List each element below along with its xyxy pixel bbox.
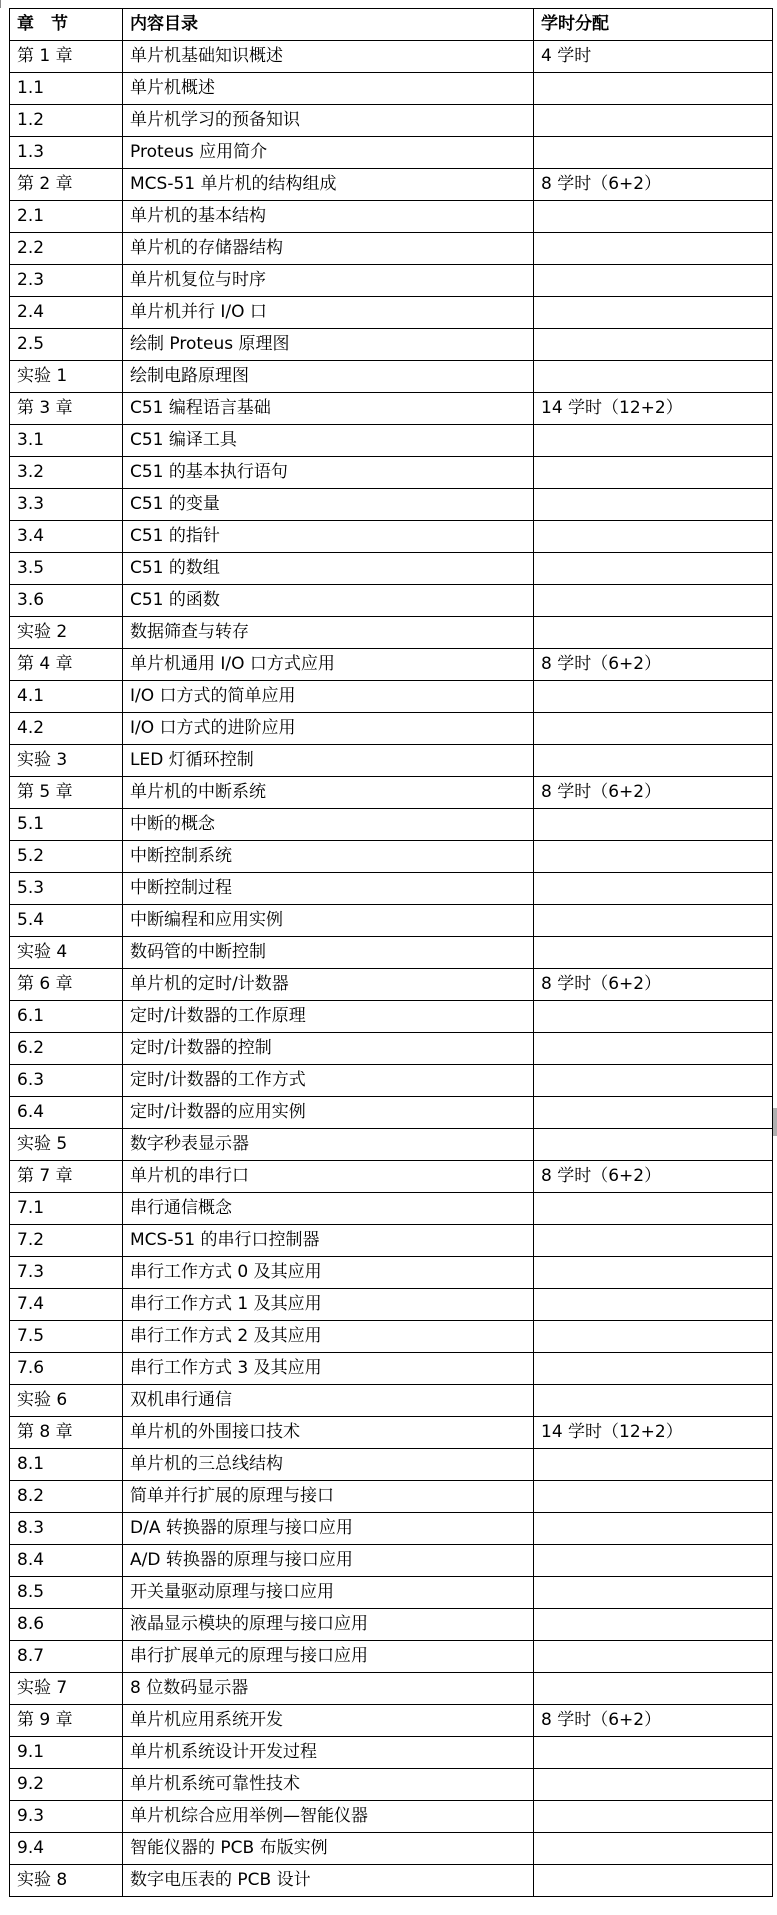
content-cell: 单片机并行 I/O 口 (123, 297, 534, 329)
table-row (10, 1321, 773, 1353)
table-row (10, 841, 773, 873)
chapter-cell: 实验 8 (10, 1865, 123, 1897)
hours-cell (534, 841, 773, 873)
content-cell: A/D 转换器的原理与接口应用 (123, 1545, 534, 1577)
hours-cell: 4 学时 (534, 41, 773, 73)
chapter-cell: 实验 1 (10, 361, 123, 393)
chapter-cell: 1.3 (10, 137, 123, 169)
hours-cell (534, 1289, 773, 1321)
table-body (10, 41, 773, 1897)
table-row (10, 1577, 773, 1609)
hours-cell (534, 265, 773, 297)
chapter-cell: 实验 3 (10, 745, 123, 777)
chapter-cell: 2.5 (10, 329, 123, 361)
content-cell: 液晶显示模块的原理与接口应用 (123, 1609, 534, 1641)
hours-cell (534, 1577, 773, 1609)
table-row (10, 873, 773, 905)
table-row (10, 1449, 773, 1481)
content-cell: 单片机系统设计开发过程 (123, 1737, 534, 1769)
table-row (10, 969, 773, 1001)
hours-cell (534, 521, 773, 553)
content-cell: 单片机的串行口 (123, 1161, 534, 1193)
table-row (10, 105, 773, 137)
content-cell: 数字秒表显示器 (123, 1129, 534, 1161)
hours-cell (534, 137, 773, 169)
table-row (10, 1001, 773, 1033)
content-cell: I/O 口方式的简单应用 (123, 681, 534, 713)
content-cell: 智能仪器的 PCB 布版实例 (123, 1833, 534, 1865)
table-row (10, 1545, 773, 1577)
table-row (10, 1257, 773, 1289)
table-row (10, 649, 773, 681)
chapter-cell: 4.1 (10, 681, 123, 713)
content-cell: 绘制 Proteus 原理图 (123, 329, 534, 361)
content-cell: C51 的基本执行语句 (123, 457, 534, 489)
table-row (10, 745, 773, 777)
hours-cell (534, 681, 773, 713)
chapter-cell: 3.4 (10, 521, 123, 553)
hours-cell (534, 1545, 773, 1577)
table-row (10, 1161, 773, 1193)
chapter-cell: 第 2 章 (10, 169, 123, 201)
hours-cell (534, 1609, 773, 1641)
table-row (10, 137, 773, 169)
table-row (10, 553, 773, 585)
table-row (10, 73, 773, 105)
hours-cell (534, 329, 773, 361)
hours-cell (534, 1193, 773, 1225)
scroll-marker (773, 1108, 777, 1136)
chapter-cell: 8.1 (10, 1449, 123, 1481)
content-cell: 串行工作方式 2 及其应用 (123, 1321, 534, 1353)
hours-cell: 8 学时（6+2） (534, 649, 773, 681)
content-cell: 定时/计数器的工作原理 (123, 1001, 534, 1033)
chapter-cell: 实验 6 (10, 1385, 123, 1417)
hours-cell (534, 457, 773, 489)
content-cell: I/O 口方式的进阶应用 (123, 713, 534, 745)
chapter-cell: 8.7 (10, 1641, 123, 1673)
content-cell: 单片机的基本结构 (123, 201, 534, 233)
hours-cell (534, 553, 773, 585)
header-chapter: 章 节 (10, 9, 123, 41)
chapter-cell: 6.4 (10, 1097, 123, 1129)
table-row (10, 425, 773, 457)
chapter-cell: 6.1 (10, 1001, 123, 1033)
table-row (10, 1641, 773, 1673)
table-row (10, 393, 773, 425)
chapter-cell: 5.4 (10, 905, 123, 937)
hours-cell: 8 学时（6+2） (534, 169, 773, 201)
content-cell: 串行工作方式 0 及其应用 (123, 1257, 534, 1289)
table-row (10, 1833, 773, 1865)
chapter-cell: 2.2 (10, 233, 123, 265)
table-row (10, 777, 773, 809)
chapter-cell: 7.4 (10, 1289, 123, 1321)
table-row (10, 937, 773, 969)
content-cell: Proteus 应用简介 (123, 137, 534, 169)
hours-cell: 8 学时（6+2） (534, 969, 773, 1001)
content-cell: 8 位数码显示器 (123, 1673, 534, 1705)
hours-cell (534, 745, 773, 777)
chapter-cell: 2.1 (10, 201, 123, 233)
chapter-cell: 2.4 (10, 297, 123, 329)
chapter-cell: 1.2 (10, 105, 123, 137)
table-row (10, 361, 773, 393)
content-cell: C51 编译工具 (123, 425, 534, 457)
header-contents: 内容目录 (123, 9, 534, 41)
content-cell: 单片机的中断系统 (123, 777, 534, 809)
table-row (10, 169, 773, 201)
chapter-cell: 9.3 (10, 1801, 123, 1833)
chapter-cell: 第 7 章 (10, 1161, 123, 1193)
content-cell: 单片机学习的预备知识 (123, 105, 534, 137)
content-cell: 双机串行通信 (123, 1385, 534, 1417)
content-cell: 定时/计数器的工作方式 (123, 1065, 534, 1097)
chapter-cell: 3.6 (10, 585, 123, 617)
content-cell: 数码管的中断控制 (123, 937, 534, 969)
hours-cell (534, 73, 773, 105)
chapter-cell: 8.2 (10, 1481, 123, 1513)
chapter-cell: 7.6 (10, 1353, 123, 1385)
hours-cell (534, 361, 773, 393)
content-cell: 数字电压表的 PCB 设计 (123, 1865, 534, 1897)
table-row (10, 809, 773, 841)
chapter-cell: 7.3 (10, 1257, 123, 1289)
content-cell: 单片机通用 I/O 口方式应用 (123, 649, 534, 681)
chapter-cell: 第 4 章 (10, 649, 123, 681)
hours-cell (534, 1865, 773, 1897)
table-row (10, 1193, 773, 1225)
chapter-cell: 实验 4 (10, 937, 123, 969)
hours-cell: 8 学时（6+2） (534, 777, 773, 809)
chapter-cell: 3.1 (10, 425, 123, 457)
chapter-cell: 第 3 章 (10, 393, 123, 425)
table-row (10, 201, 773, 233)
table-row (10, 1513, 773, 1545)
chapter-cell: 实验 5 (10, 1129, 123, 1161)
content-cell: 单片机复位与时序 (123, 265, 534, 297)
content-cell: C51 的指针 (123, 521, 534, 553)
chapter-cell: 7.2 (10, 1225, 123, 1257)
chapter-cell: 7.5 (10, 1321, 123, 1353)
chapter-cell: 5.3 (10, 873, 123, 905)
chapter-cell: 6.2 (10, 1033, 123, 1065)
table-row (10, 297, 773, 329)
hours-cell (534, 1385, 773, 1417)
chapter-cell: 7.1 (10, 1193, 123, 1225)
content-cell: 串行扩展单元的原理与接口应用 (123, 1641, 534, 1673)
table-row (10, 1737, 773, 1769)
hours-cell (534, 617, 773, 649)
table-row (10, 1065, 773, 1097)
hours-cell: 8 学时（6+2） (534, 1705, 773, 1737)
table-row (10, 1289, 773, 1321)
table-row (10, 1353, 773, 1385)
table-row (10, 1769, 773, 1801)
content-cell: 中断控制系统 (123, 841, 534, 873)
hours-cell (534, 1097, 773, 1129)
hours-cell (534, 1129, 773, 1161)
content-cell: C51 的变量 (123, 489, 534, 521)
hours-cell (534, 201, 773, 233)
content-cell: MCS-51 单片机的结构组成 (123, 169, 534, 201)
hours-cell (534, 1033, 773, 1065)
content-cell: D/A 转换器的原理与接口应用 (123, 1513, 534, 1545)
chapter-cell: 实验 2 (10, 617, 123, 649)
hours-cell (534, 809, 773, 841)
hours-cell (534, 713, 773, 745)
hours-cell (534, 233, 773, 265)
table-row (10, 489, 773, 521)
content-cell: 简单并行扩展的原理与接口 (123, 1481, 534, 1513)
chapter-cell: 3.5 (10, 553, 123, 585)
content-cell: 单片机综合应用举例—智能仪器 (123, 1801, 534, 1833)
table-row (10, 681, 773, 713)
hours-cell (534, 105, 773, 137)
hours-cell (534, 1001, 773, 1033)
hours-cell (534, 1673, 773, 1705)
chapter-cell: 9.2 (10, 1769, 123, 1801)
chapter-cell: 3.3 (10, 489, 123, 521)
hours-cell (534, 1737, 773, 1769)
content-cell: 开关量驱动原理与接口应用 (123, 1577, 534, 1609)
hours-cell: 14 学时（12+2） (534, 393, 773, 425)
table-row (10, 1033, 773, 1065)
content-cell: 定时/计数器的控制 (123, 1033, 534, 1065)
chapter-cell: 1.1 (10, 73, 123, 105)
content-cell: 串行通信概念 (123, 1193, 534, 1225)
chapter-cell: 5.2 (10, 841, 123, 873)
table-row (10, 617, 773, 649)
hours-cell (534, 1801, 773, 1833)
hours-cell: 8 学时（6+2） (534, 1161, 773, 1193)
content-cell: LED 灯循环控制 (123, 745, 534, 777)
hours-cell (534, 1513, 773, 1545)
table-row (10, 1865, 773, 1897)
hours-cell (534, 937, 773, 969)
content-cell: 单片机的三总线结构 (123, 1449, 534, 1481)
chapter-cell: 2.3 (10, 265, 123, 297)
table-row (10, 1705, 773, 1737)
table-row (10, 1673, 773, 1705)
table-row (10, 521, 773, 553)
chapter-cell: 实验 7 (10, 1673, 123, 1705)
content-cell: 数据筛查与转存 (123, 617, 534, 649)
chapter-cell: 5.1 (10, 809, 123, 841)
hours-cell (534, 297, 773, 329)
hours-cell (534, 1833, 773, 1865)
content-cell: 单片机概述 (123, 73, 534, 105)
table-row (10, 585, 773, 617)
content-cell: MCS-51 的串行口控制器 (123, 1225, 534, 1257)
content-cell: 中断编程和应用实例 (123, 905, 534, 937)
table-row (10, 41, 773, 73)
chapter-cell: 8.4 (10, 1545, 123, 1577)
hours-cell (534, 1481, 773, 1513)
content-cell: 单片机基础知识概述 (123, 41, 534, 73)
chapter-cell: 第 6 章 (10, 969, 123, 1001)
syllabus-table (9, 8, 773, 1897)
chapter-cell: 第 8 章 (10, 1417, 123, 1449)
hours-cell (534, 1449, 773, 1481)
chapter-cell: 3.2 (10, 457, 123, 489)
chapter-cell: 4.2 (10, 713, 123, 745)
hours-cell (534, 1641, 773, 1673)
chapter-cell: 第 5 章 (10, 777, 123, 809)
hours-cell (534, 489, 773, 521)
header-row (10, 9, 773, 41)
table-row (10, 233, 773, 265)
chapter-cell: 8.6 (10, 1609, 123, 1641)
table-row (10, 905, 773, 937)
content-cell: 单片机的外围接口技术 (123, 1417, 534, 1449)
content-cell: 单片机系统可靠性技术 (123, 1769, 534, 1801)
content-cell: C51 编程语言基础 (123, 393, 534, 425)
hours-cell (534, 585, 773, 617)
hours-cell (534, 425, 773, 457)
content-cell: 单片机应用系统开发 (123, 1705, 534, 1737)
header-hours: 学时分配 (534, 9, 773, 41)
content-cell: 串行工作方式 3 及其应用 (123, 1353, 534, 1385)
hours-cell: 14 学时（12+2） (534, 1417, 773, 1449)
table-row (10, 1385, 773, 1417)
chapter-cell: 第 9 章 (10, 1705, 123, 1737)
content-cell: 单片机的存储器结构 (123, 233, 534, 265)
content-cell: 定时/计数器的应用实例 (123, 1097, 534, 1129)
table-row (10, 329, 773, 361)
table-row (10, 1129, 773, 1161)
hours-cell (534, 905, 773, 937)
table-row (10, 457, 773, 489)
hours-cell (534, 1225, 773, 1257)
table-row (10, 1225, 773, 1257)
content-cell: 绘制电路原理图 (123, 361, 534, 393)
content-cell: C51 的数组 (123, 553, 534, 585)
table-row (10, 1097, 773, 1129)
chapter-cell: 第 1 章 (10, 41, 123, 73)
content-cell: 中断控制过程 (123, 873, 534, 905)
chapter-cell: 6.3 (10, 1065, 123, 1097)
hours-cell (534, 1065, 773, 1097)
hours-cell (534, 873, 773, 905)
table-row (10, 265, 773, 297)
page-edge-mark (0, 0, 3, 8)
content-cell: 单片机的定时/计数器 (123, 969, 534, 1001)
hours-cell (534, 1769, 773, 1801)
table-row (10, 1417, 773, 1449)
table-row (10, 1801, 773, 1833)
chapter-cell: 8.3 (10, 1513, 123, 1545)
content-cell: C51 的函数 (123, 585, 534, 617)
hours-cell (534, 1257, 773, 1289)
chapter-cell: 9.4 (10, 1833, 123, 1865)
chapter-cell: 8.5 (10, 1577, 123, 1609)
content-cell: 串行工作方式 1 及其应用 (123, 1289, 534, 1321)
hours-cell (534, 1321, 773, 1353)
table-row (10, 1609, 773, 1641)
table-row (10, 1481, 773, 1513)
chapter-cell: 9.1 (10, 1737, 123, 1769)
table-row (10, 713, 773, 745)
hours-cell (534, 1353, 773, 1385)
content-cell: 中断的概念 (123, 809, 534, 841)
